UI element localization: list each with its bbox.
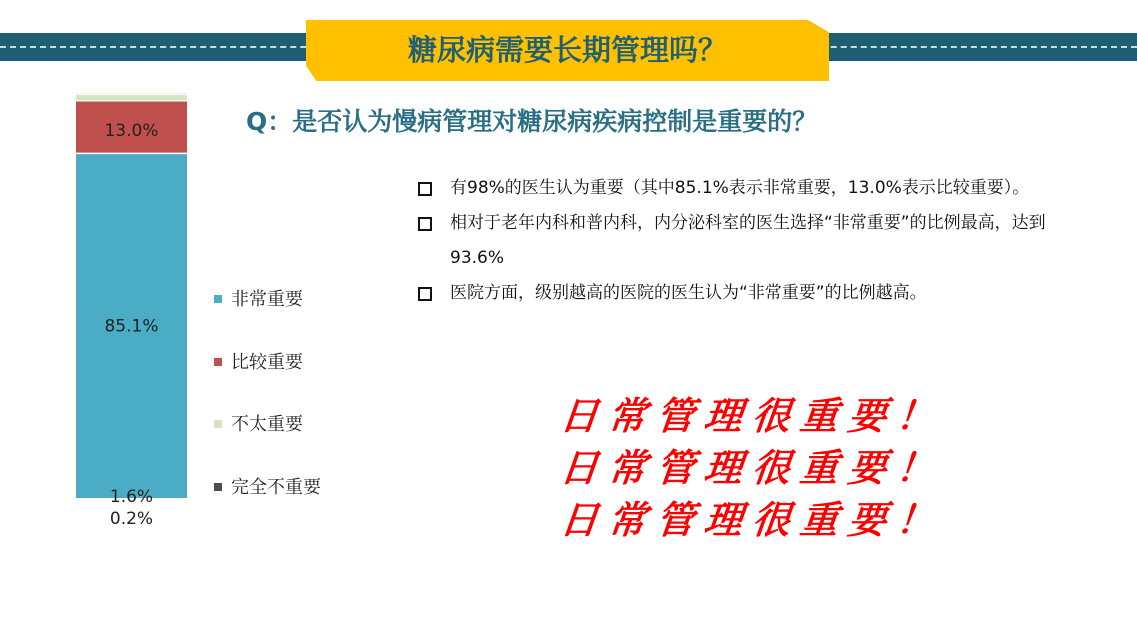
data-label-3: 1.6%: [109, 487, 154, 507]
square-bullet-icon: [418, 287, 432, 301]
legend-label: 非常重要: [231, 289, 303, 310]
legend-swatch: [214, 358, 222, 366]
legend-label: 不太重要: [231, 414, 303, 435]
legend-swatch: [214, 295, 222, 303]
data-label-2: 13.0%: [104, 121, 159, 142]
finding-item: [418, 206, 1078, 276]
data-label-4: 0.2%: [109, 509, 154, 529]
legend-label: 比较重要: [231, 352, 303, 373]
square-bullet-icon: [418, 217, 432, 231]
finding-item: [418, 171, 1078, 206]
legend-swatch: [214, 420, 222, 428]
slogan-line: 日常管理很重要！: [557, 445, 947, 490]
finding-text: 有98%的医生认为重要（其中85.1%表示非常重要，13.0%表示比较重要）。: [450, 178, 1030, 198]
legend-swatch: [214, 483, 222, 491]
slogan-line: 日常管理很重要！: [557, 393, 947, 438]
findings-list: [418, 171, 1078, 311]
slogan-line: 日常管理很重要！: [557, 497, 947, 542]
slogan-block: [557, 385, 947, 542]
finding-text: 医院方面，级别越高的医院的医生认为“非常重要”的比例越高。: [450, 283, 927, 303]
square-bullet-icon: [418, 182, 432, 196]
legend-label: 完全不重要: [231, 477, 321, 498]
finding-text: 相对于老年内科和普内科，内分泌科室的医生选择“非常重要”的比例最高，达到93.6%: [450, 213, 1046, 268]
finding-item: [418, 276, 1078, 311]
slide-title: 糖尿病需要长期管理吗？: [407, 33, 727, 67]
survey-question: Q：是否认为慢病管理对糖尿病疾病控制是重要的？: [246, 107, 818, 136]
bar-segment-3: [76, 94, 187, 100]
data-label-1: 85.1%: [104, 316, 159, 337]
